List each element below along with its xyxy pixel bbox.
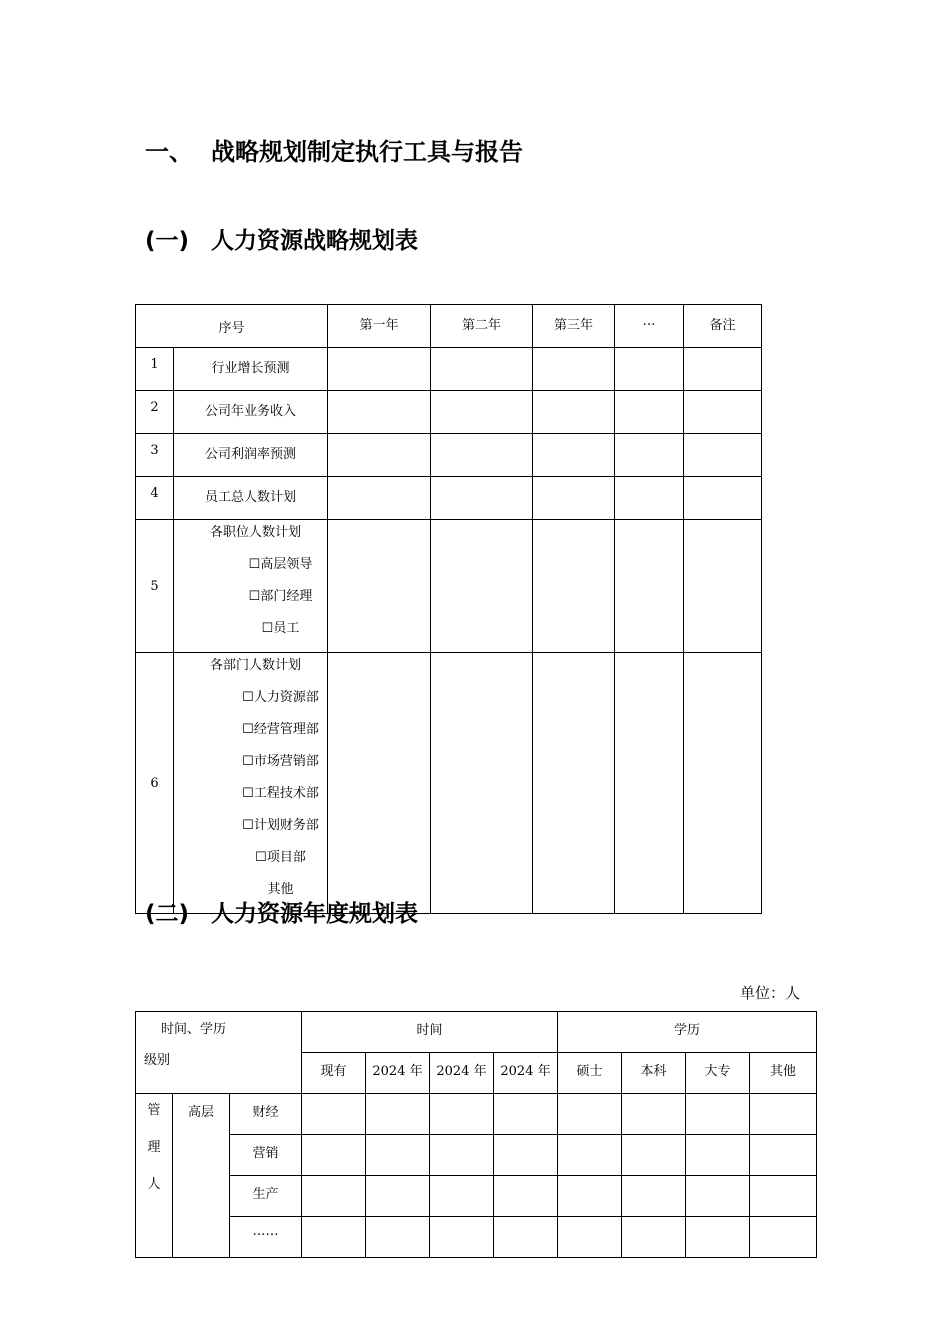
header-cell: … [615, 305, 684, 348]
corner-bottom-label: 级别 [144, 1053, 171, 1068]
department-option: ☐人力资源部 [242, 690, 319, 705]
table-cell [615, 391, 684, 434]
table-cell [431, 348, 533, 391]
unit-label: 单位：人 [740, 984, 801, 1002]
table-cell [302, 1217, 366, 1258]
department-option: ☐项目部 [255, 850, 306, 865]
table-row [136, 477, 762, 520]
table-cell [558, 1135, 622, 1176]
table-cell [328, 520, 431, 653]
table-cell [328, 434, 431, 477]
row-item: 行业增长预测 [174, 348, 328, 391]
table-cell [430, 1217, 494, 1258]
strategy-plan-table [135, 304, 762, 914]
table-row [136, 434, 762, 477]
table-cell [686, 1094, 750, 1135]
category-char: 理 [147, 1140, 161, 1155]
table-cell [328, 477, 431, 520]
table-cell [328, 391, 431, 434]
department-cell: 生产 [230, 1176, 302, 1217]
department-cell: …… [230, 1217, 302, 1258]
education-group-header: 学历 [558, 1012, 817, 1053]
table-cell [366, 1135, 430, 1176]
table-cell [430, 1135, 494, 1176]
table-cell [558, 1217, 622, 1258]
row-item: 公司年业务收入 [174, 391, 328, 434]
subsection-heading-2 [145, 895, 418, 928]
table-cell [494, 1217, 558, 1258]
education-col-header: 其他 [750, 1053, 817, 1094]
position-option: ☐员工 [261, 621, 300, 636]
table-cell [686, 1176, 750, 1217]
department-option: ☐工程技术部 [242, 786, 319, 801]
table-cell [686, 1135, 750, 1176]
subsection-number: (二) [145, 901, 190, 927]
table-cell [615, 434, 684, 477]
section-number: 一、 [145, 138, 193, 166]
table-cell [533, 520, 615, 653]
table-cell [431, 477, 533, 520]
level-cell: 高层 [173, 1094, 230, 1258]
table-row [136, 520, 762, 653]
time-group-header: 时间 [302, 1012, 558, 1053]
position-plan-title: 各职位人数计划 [210, 525, 302, 540]
header-cell: 第三年 [533, 305, 615, 348]
education-col-header: 硕士 [558, 1053, 622, 1094]
table-row [136, 1176, 817, 1217]
header-cell: 第一年 [328, 305, 431, 348]
table-cell [302, 1176, 366, 1217]
department-plan-cell [174, 653, 328, 914]
row-item: 员工总人数计划 [174, 477, 328, 520]
table-cell [684, 391, 762, 434]
annual-plan-table [135, 1011, 817, 1258]
table-cell [684, 434, 762, 477]
table-cell [302, 1094, 366, 1135]
table-cell [431, 434, 533, 477]
table-cell [684, 653, 762, 914]
table-cell [686, 1217, 750, 1258]
header-cell: 第二年 [431, 305, 533, 348]
table-row [136, 653, 762, 914]
position-option: ☐高层领导 [248, 557, 313, 572]
table-cell [430, 1176, 494, 1217]
position-plan-cell [174, 520, 328, 653]
category-char: 管 [147, 1103, 161, 1118]
department-plan-title: 各部门人数计划 [210, 658, 302, 673]
table-cell [750, 1176, 817, 1217]
table-cell [328, 653, 431, 914]
row-number: 6 [136, 653, 174, 914]
table-cell [431, 653, 533, 914]
row-number: 1 [136, 348, 174, 391]
table-header-row [136, 1012, 817, 1053]
time-col-header: 2024 年 [494, 1053, 558, 1094]
table-cell [533, 348, 615, 391]
time-col-header: 现有 [302, 1053, 366, 1094]
position-option: ☐部门经理 [248, 589, 313, 604]
subsection-title: 人力资源战略规划表 [211, 228, 418, 254]
section-title: 战略规划制定执行工具与报告 [211, 138, 523, 166]
table-header-row [136, 305, 762, 348]
education-col-header: 大专 [686, 1053, 750, 1094]
table-cell [622, 1135, 686, 1176]
category-cell [136, 1094, 173, 1258]
row-number: 2 [136, 391, 174, 434]
table-cell [430, 1094, 494, 1135]
row-number: 5 [136, 520, 174, 653]
table-cell [302, 1135, 366, 1176]
table-cell [494, 1135, 558, 1176]
table-cell [558, 1094, 622, 1135]
table-row [136, 348, 762, 391]
table-cell [684, 477, 762, 520]
table-cell [615, 653, 684, 914]
table-cell [622, 1217, 686, 1258]
table-cell [431, 391, 533, 434]
table-row [136, 1094, 817, 1135]
table-cell [750, 1135, 817, 1176]
table-cell [494, 1094, 558, 1135]
department-option: ☐市场营销部 [242, 754, 319, 769]
row-item: 公司利润率预测 [174, 434, 328, 477]
time-col-header: 2024 年 [366, 1053, 430, 1094]
department-option: ☐经营管理部 [242, 722, 319, 737]
department-cell: 财经 [230, 1094, 302, 1135]
table-cell [684, 520, 762, 653]
table-cell [494, 1176, 558, 1217]
table-cell [366, 1176, 430, 1217]
table-cell [533, 653, 615, 914]
table-row [136, 1217, 817, 1258]
table-row [136, 391, 762, 434]
table-cell [431, 520, 533, 653]
header-cell: 序号 [136, 305, 328, 348]
department-option: ☐计划财务部 [242, 818, 319, 833]
table-cell [366, 1217, 430, 1258]
section-heading [145, 132, 523, 167]
table-cell [750, 1094, 817, 1135]
corner-top-label: 时间、学历 [160, 1022, 226, 1037]
table-cell [533, 391, 615, 434]
row-number: 4 [136, 477, 174, 520]
header-cell: 备注 [684, 305, 762, 348]
category-char: 人 [147, 1177, 161, 1192]
subsection-heading-1 [145, 222, 418, 255]
time-col-header: 2024 年 [430, 1053, 494, 1094]
table-cell [750, 1217, 817, 1258]
subsection-title: 人力资源年度规划表 [211, 901, 418, 927]
table-cell [615, 477, 684, 520]
table-cell [615, 348, 684, 391]
department-cell: 营销 [230, 1135, 302, 1176]
table-cell [558, 1176, 622, 1217]
table-cell [328, 348, 431, 391]
subsection-number: (一) [145, 228, 190, 254]
education-col-header: 本科 [622, 1053, 686, 1094]
table-cell [622, 1094, 686, 1135]
table-cell [533, 477, 615, 520]
table-cell [622, 1176, 686, 1217]
table-row [136, 1135, 817, 1176]
department-option: 其他 [267, 882, 294, 897]
table-cell [684, 348, 762, 391]
corner-header-cell [136, 1012, 302, 1094]
table-cell [615, 520, 684, 653]
row-number: 3 [136, 434, 174, 477]
table-cell [366, 1094, 430, 1135]
table-cell [533, 434, 615, 477]
